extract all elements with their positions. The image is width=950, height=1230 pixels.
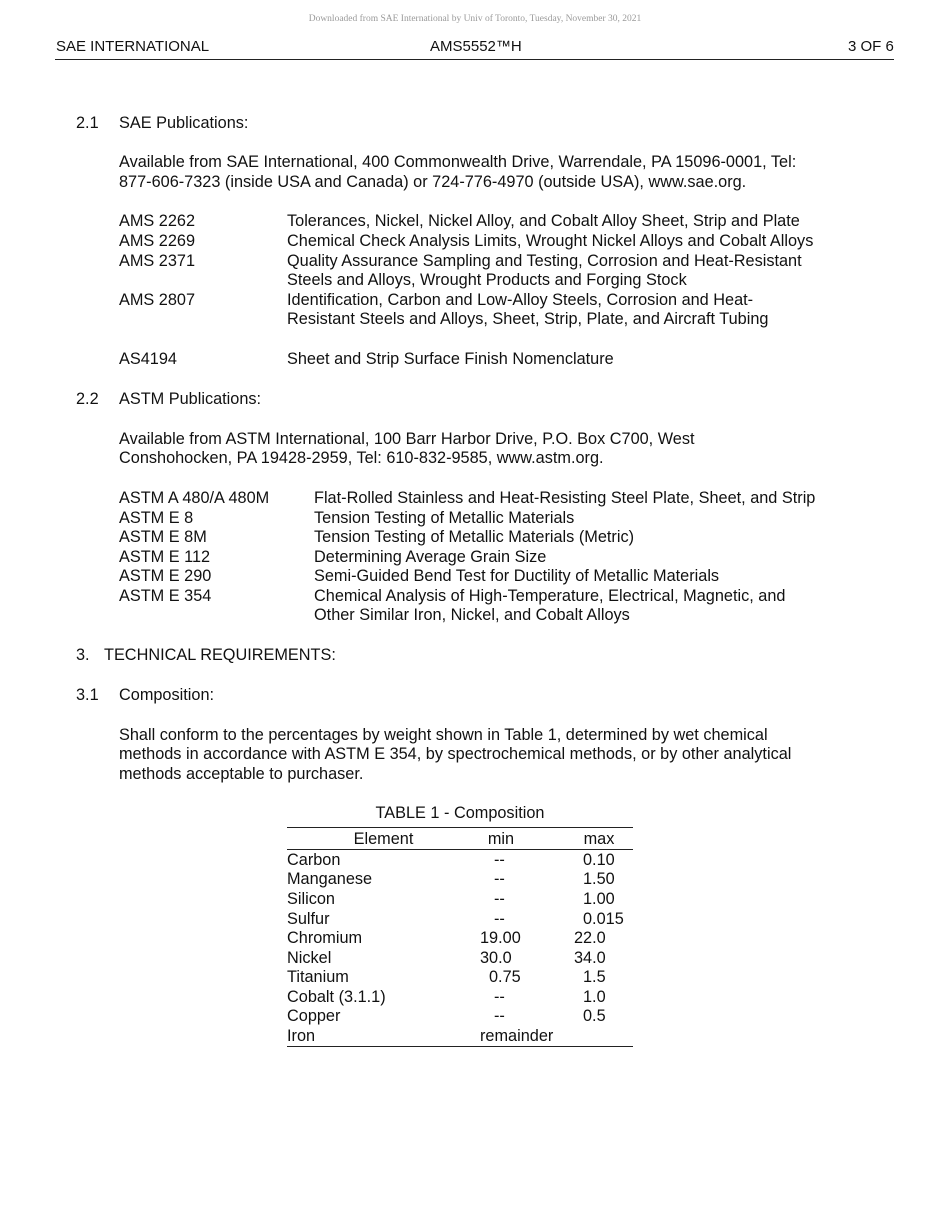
section-3-number: 3. <box>76 646 90 664</box>
header-page-number: 3 OF 6 <box>848 38 894 55</box>
table-cell-max: 1.5 <box>583 968 606 986</box>
ref-title: Tolerances, Nickel, Nickel Alloy, and Cobalt Alloy Sheet, Strip and Plate <box>287 212 800 230</box>
ref-code: AMS 2807 <box>119 291 196 309</box>
column-header-element: Element <box>353 830 414 848</box>
table-cell-min: remainder <box>480 1027 554 1045</box>
section-3-1-number: 3.1 <box>76 686 99 704</box>
ref-code: ASTM E 112 <box>119 548 211 566</box>
section-2-1-title: SAE Publications: <box>119 114 249 132</box>
table-cell-max: 1.50 <box>583 870 615 888</box>
table-cell-min: 19.00 <box>480 929 521 947</box>
table-cell-min: -- <box>494 870 505 888</box>
table-cell-max: 0.5 <box>583 1007 606 1025</box>
table-cell-max: 0.015 <box>583 910 624 928</box>
ref-code: AS4194 <box>119 350 177 368</box>
table-cell-max: 1.00 <box>583 890 615 908</box>
section-2-2-availability-line-2: Conshohocken, PA 19428-2959, Tel: 610-832-9585, www.astm.org. <box>119 449 604 467</box>
table-bottom-rule <box>287 1046 633 1047</box>
ref-title-continued: Resistant Steels and Alloys, Sheet, Strip, Plate, and Aircraft Tubing <box>287 310 769 328</box>
table-cell-element: Silicon <box>287 890 335 908</box>
ref-code: ASTM E 8M <box>119 528 207 546</box>
table-title: TABLE 1 - Composition <box>375 804 545 822</box>
table-cell-max: 1.0 <box>583 988 606 1006</box>
ref-title: Quality Assurance Sampling and Testing, Corrosion and Heat-Resistant <box>287 252 802 270</box>
section-3-1-title: Composition: <box>119 686 215 704</box>
table-cell-element: Sulfur <box>287 910 330 928</box>
table-cell-element: Cobalt (3.1.1) <box>287 988 386 1006</box>
table-cell-element: Copper <box>287 1007 341 1025</box>
ref-title-continued: Other Similar Iron, Nickel, and Cobalt Alloys <box>314 606 630 624</box>
ref-title: Chemical Analysis of High-Temperature, Electrical, Magnetic, and <box>314 587 786 605</box>
section-2-1-availability-line-2: 877-606-7323 (inside USA and Canada) or 724-776-4970 (outside USA), www.sae.org. <box>119 173 747 191</box>
table-cell-element: Titanium <box>287 968 349 986</box>
ref-title: Tension Testing of Metallic Materials <box>314 509 575 527</box>
table-header-rule <box>287 849 633 850</box>
table-cell-min: -- <box>494 890 505 908</box>
table-cell-element: Carbon <box>287 851 341 869</box>
composition-paragraph-line-2: methods in accordance with ASTM E 354, by spectrochemical methods, or by other analytical <box>119 745 792 763</box>
ref-title: Chemical Check Analysis Limits, Wrought Nickel Alloys and Cobalt Alloys <box>287 232 814 250</box>
ref-code: AMS 2371 <box>119 252 196 270</box>
table-cell-min: -- <box>494 910 505 928</box>
ref-title-continued: Steels and Alloys, Wrought Products and Forging Stock <box>287 271 687 289</box>
header-left: SAE INTERNATIONAL <box>56 38 210 55</box>
table-cell-element: Nickel <box>287 949 332 967</box>
section-2-1-number: 2.1 <box>76 114 99 132</box>
ref-title: Identification, Carbon and Low-Alloy Steels, Corrosion and Heat- <box>287 291 754 309</box>
ref-code: ASTM A 480/A 480M <box>119 489 270 507</box>
composition-paragraph-line-1: Shall conform to the percentages by weight shown in Table 1, determined by wet chemical <box>119 726 768 744</box>
table-cell-min: 30.0 <box>480 949 512 967</box>
ref-title: Determining Average Grain Size <box>314 548 547 566</box>
ref-code: AMS 2269 <box>119 232 196 250</box>
ref-code: ASTM E 8 <box>119 509 194 527</box>
table-top-rule <box>287 827 633 828</box>
composition-paragraph-line-3: methods acceptable to purchaser. <box>119 765 364 783</box>
table-cell-max: 0.10 <box>583 851 615 869</box>
table-cell-max: 34.0 <box>574 949 606 967</box>
ref-title: Flat-Rolled Stainless and Heat-Resisting Steel Plate, Sheet, and Strip <box>314 489 816 507</box>
ref-code: AMS 2262 <box>119 212 196 230</box>
column-header-min: min <box>487 830 515 848</box>
section-2-2-number: 2.2 <box>76 390 99 408</box>
ref-title: Sheet and Strip Surface Finish Nomenclature <box>287 350 614 368</box>
ref-title: Semi-Guided Bend Test for Ductility of Metallic Materials <box>314 567 720 585</box>
table-cell-element: Manganese <box>287 870 373 888</box>
ref-code: ASTM E 290 <box>119 567 212 585</box>
section-2-1-availability-line-1: Available from SAE International, 400 Commonwealth Drive, Warrendale, PA 15096-0001, Tel: <box>119 153 797 171</box>
table-cell-min: -- <box>494 988 505 1006</box>
table-cell-min: -- <box>494 851 505 869</box>
table-cell-element: Iron <box>287 1027 316 1045</box>
section-3-title: TECHNICAL REQUIREMENTS: <box>104 646 336 664</box>
section-2-2-title: ASTM Publications: <box>119 390 262 408</box>
ref-title: Tension Testing of Metallic Materials (Metric) <box>314 528 635 546</box>
header-center: AMS5552™H <box>430 38 522 55</box>
ref-code: ASTM E 354 <box>119 587 212 605</box>
column-header-max: max <box>583 830 615 848</box>
download-watermark: Downloaded from SAE International by Univ of Toronto, Tuesday, November 30, 2021 <box>308 14 642 24</box>
table-cell-element: Chromium <box>287 929 363 947</box>
table-cell-min: -- <box>494 1007 505 1025</box>
section-2-2-availability-line-1: Available from ASTM International, 100 Barr Harbor Drive, P.O. Box C700, West <box>119 430 695 448</box>
table-cell-max: 22.0 <box>574 929 606 947</box>
table-cell-min: 0.75 <box>489 968 521 986</box>
header-rule <box>55 59 894 60</box>
